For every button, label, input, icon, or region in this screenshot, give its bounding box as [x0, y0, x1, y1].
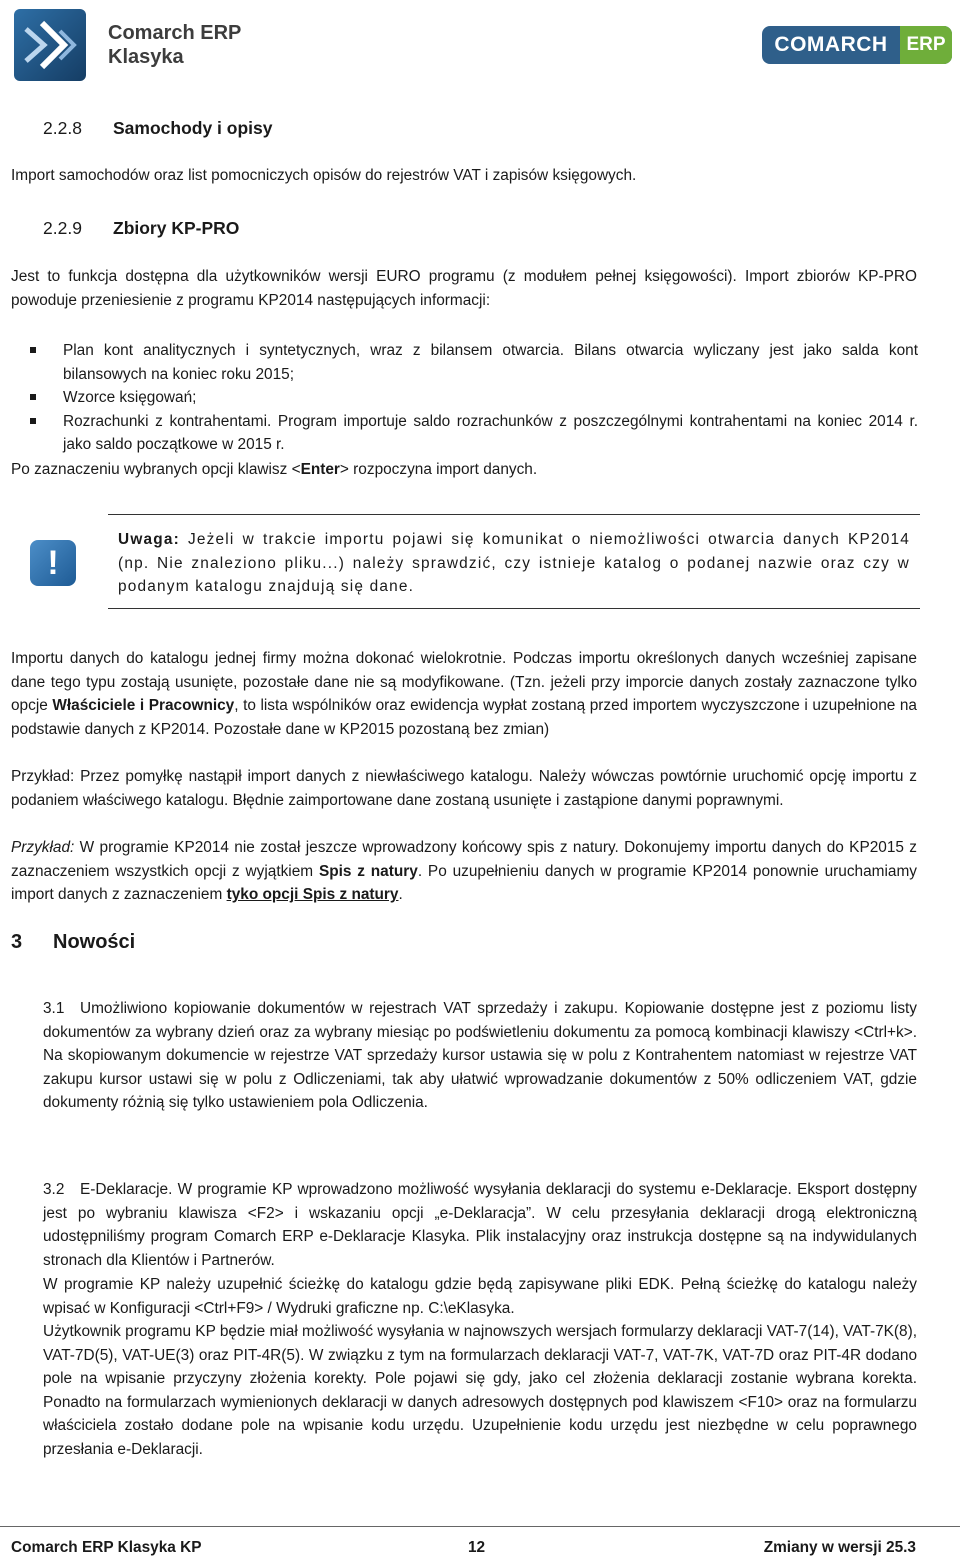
comarch-logo-text: COMARCH	[774, 33, 888, 56]
enter-key-label: Enter	[300, 461, 340, 478]
heading-chapter-3	[11, 931, 135, 954]
section-body: Kopiowanie dostępne jest z poziomu listy dokumentów za wybrany dzień oraz za wybrany miesiąc po podświetleniu dokumentu za pomocą kombinacji klawiszy <Ctrl+k>. Na skopiowanym dokumencie w rejestrze VAT sprzedaży kursor ustawia się w polu z Kontrahentem natomiast w rejestrze VAT zakupu kursor ustawi się w polu z Odliczeniami, tak aby ułatwić wprowadzanie dokumentów z 50% odliczeniem VAT, gdzie dokumenty różnią się tylko ustawieniem pola Odliczenia.	[43, 1000, 917, 1112]
heading-number: 2.2.8	[43, 118, 82, 138]
bullet-icon	[30, 394, 36, 400]
comarch-erp-klasyka-logo	[14, 9, 264, 83]
paragraph-import-repeat	[11, 647, 917, 741]
paragraph-3-2-intro	[43, 1178, 917, 1272]
section-body: W programie KP wprowadzono możliwość wysyłania deklaracji do systemu e-Deklaracje. Eksport dostępny jest po wybraniu klawisza <F2> i wskazaniu opcji „e-Deklaracja”. W celu przesyłania deklaracji drogą elektroniczną udostępniliśmy program Comarch ERP e-Deklaracje Klasyka. Plik instalacyjny oraz instrukcja dostępne są na indywidulanych stronach dla Klientów i Partnerów.	[43, 1181, 917, 1269]
comarch-erp-logo	[762, 26, 952, 64]
note-top-rule	[108, 514, 920, 515]
text-fragment: > rozpoczyna import danych.	[339, 461, 538, 478]
bullet-list	[30, 339, 918, 457]
logo-arrows-icon	[14, 9, 86, 81]
heading-title: Samochody i opisy	[113, 118, 273, 138]
text-fragment: .	[398, 886, 403, 904]
text-fragment: W programie KP2014 nie został jeszcze wprowadzony końcowy spis z natury. Dokonujemy importu danych do KP2015 z zaznaczeniem wszystkich opcji z wyjątkiem	[11, 839, 917, 880]
paragraph-3-1	[43, 997, 917, 1115]
note-text	[118, 528, 910, 599]
paragraph-2-2-9: Jest to funkcja dostępna dla użytkowników wersji EURO programu (z modułem pełnej księgowości). Import zbiorów KP-PRO powoduje przeniesienie z programu KP2014 następujących informacji:	[11, 268, 917, 309]
paragraph-3-2-path: W programie KP należy uzupełnić ścieżkę do katalogu gdzie będą zapisywane pliki EDK. Pełną ścieżkę do katalogu należy wpisać w Konfiguracji <Ctrl+F9> / Wydruki graficzne np. C:\eKlasyka.	[43, 1276, 917, 1317]
list-item-text: Plan kont analitycznych i syntetycznych, wraz z bilansem otwarcia. Bilans otwarcia wyliczany jest jako salda kont bilansowych na koniec roku 2015;	[63, 342, 918, 383]
heading-number: 2.2.9	[43, 218, 82, 238]
warning-icon	[30, 540, 76, 586]
heading-title: Nowości	[53, 931, 136, 953]
bold-underline-fragment: tyko opcji Spis z natury	[226, 886, 399, 904]
heading-2-2-8	[43, 118, 272, 139]
section-title: Umożliwiono kopiowanie dokumentów w rejestrach VAT sprzedaży i zakupu.	[80, 1000, 619, 1017]
note-body: Jeżeli w trakcie importu pojawi się komunikat o niemożliwości otwarcia danych KP2014 (np. Nie znaleziono pliku...) należy sprawdzić, czy istnieje katalog o podanej nazwie oraz czy w podanym katalogu znajdują się dane.	[118, 531, 910, 596]
text-fragment: . Po uzupełnieniu danych w programie KP2014 ponownie uruchamiamy import danych z zaznaczeniem	[11, 862, 917, 904]
bullet-icon	[30, 347, 36, 353]
list-item-text: Rozrachunki z kontrahentami. Program importuje saldo rozrachunków z poszczególnymi kontrahentami na koniec 2014 r. jako saldo początkowe w 2015 r.	[63, 412, 918, 454]
list-item	[30, 386, 918, 410]
bullet-icon	[30, 418, 36, 424]
note-bottom-rule	[108, 608, 920, 609]
bold-fragment: Spis z natury	[318, 862, 418, 880]
erp-logo-badge: ERP	[900, 26, 952, 64]
text-fragment: , to lista wspólników oraz ewidencja wypłat zostaną przed importem wyczyszczone i uzupełnione na podstawie danych z KP2014. Pozostałe dane w KP2015 pozostaną bez zmian)	[11, 697, 917, 738]
section-number: 3.2	[43, 1181, 65, 1198]
footer-product: Comarch ERP Klasyka KP	[11, 1539, 202, 1556]
list-item-text: Wzorce księgowań;	[63, 389, 197, 407]
note-label: Uwaga:	[118, 531, 180, 548]
warning-glyph: !	[47, 544, 59, 582]
text-fragment: Importu danych do katalogu jednej firmy można dokonać wielokrotnie. Podczas importu określonych danych wcześniej zapisane dane tego typu zostają usunięte, pozostałe dane nie są modyfikowane. (Tzn. jeżeli przy imporcie danych zostały zaznaczone tylko opcje	[11, 650, 917, 715]
footer-rule	[0, 1526, 960, 1527]
logo-mark-icon	[14, 9, 86, 81]
heading-number: 3	[11, 931, 23, 953]
logo-wordmark	[108, 21, 241, 69]
heading-title: Zbiory KP-PRO	[113, 218, 240, 238]
paragraph-example-1: Przykład: Przez pomyłkę nastąpił import danych z niewłaściwego katalogu. Należy wówczas powtórnie uruchomić opcję importu z podaniem właściwego katalogu. Błędnie zaimportowane dane zostaną usunięte i zastąpione danymi poprawnymi.	[11, 768, 917, 809]
paragraph-3-2-forms: Użytkownik programu KP będzie miał możliwość wysyłania w najnowszych wersjach formularzy deklaracji VAT-7(14), VAT-7K(8), VAT-7D(5), VAT-UE(3) oraz PIT-4R(5). W związku z tym na formularzach deklaracji VAT-7, VAT-7K, VAT-7D oraz PIT-4R dodano pole na wpisanie przyczyny złożenia korekty. Pole pojawi się gdy, jako cel złożenia deklaracji zostanie wybrana korekta. Ponadto na formularzach wymienionych deklaracji w danych adresowych dostępnych pod klawiszem <F10> oraz na formularzu właściciela zostało dodane pole na wpisanie kodu urzędu. Uzupełnienie kodu urzędu jest niezbędne w celu poprawnego przesłania e-Deklaracji.	[43, 1323, 917, 1458]
section-title: E-Deklaracje.	[80, 1181, 173, 1198]
paragraph-2-2-8: Import samochodów oraz list pomocniczych opisów do rejestrów VAT i zapisów księgowych.	[11, 167, 637, 184]
bold-fragment: Właściciele i Pracownicy	[52, 697, 235, 715]
heading-2-2-9	[43, 218, 239, 239]
list-item	[30, 410, 918, 457]
logo-line-1: Comarch ERP	[108, 22, 242, 44]
paragraph-enter-hint	[11, 458, 917, 482]
footer-page-number: 12	[468, 1539, 486, 1556]
footer-version: Zmiany w wersji 25.3	[763, 1539, 916, 1556]
text-fragment: Po zaznaczeniu wybranych opcji klawisz <	[11, 461, 301, 478]
italic-fragment: Przykład:	[11, 839, 75, 856]
paragraph-example-2	[11, 836, 917, 907]
list-item	[30, 339, 918, 386]
logo-line-2: Klasyka	[108, 46, 184, 68]
section-number: 3.1	[43, 1000, 65, 1017]
